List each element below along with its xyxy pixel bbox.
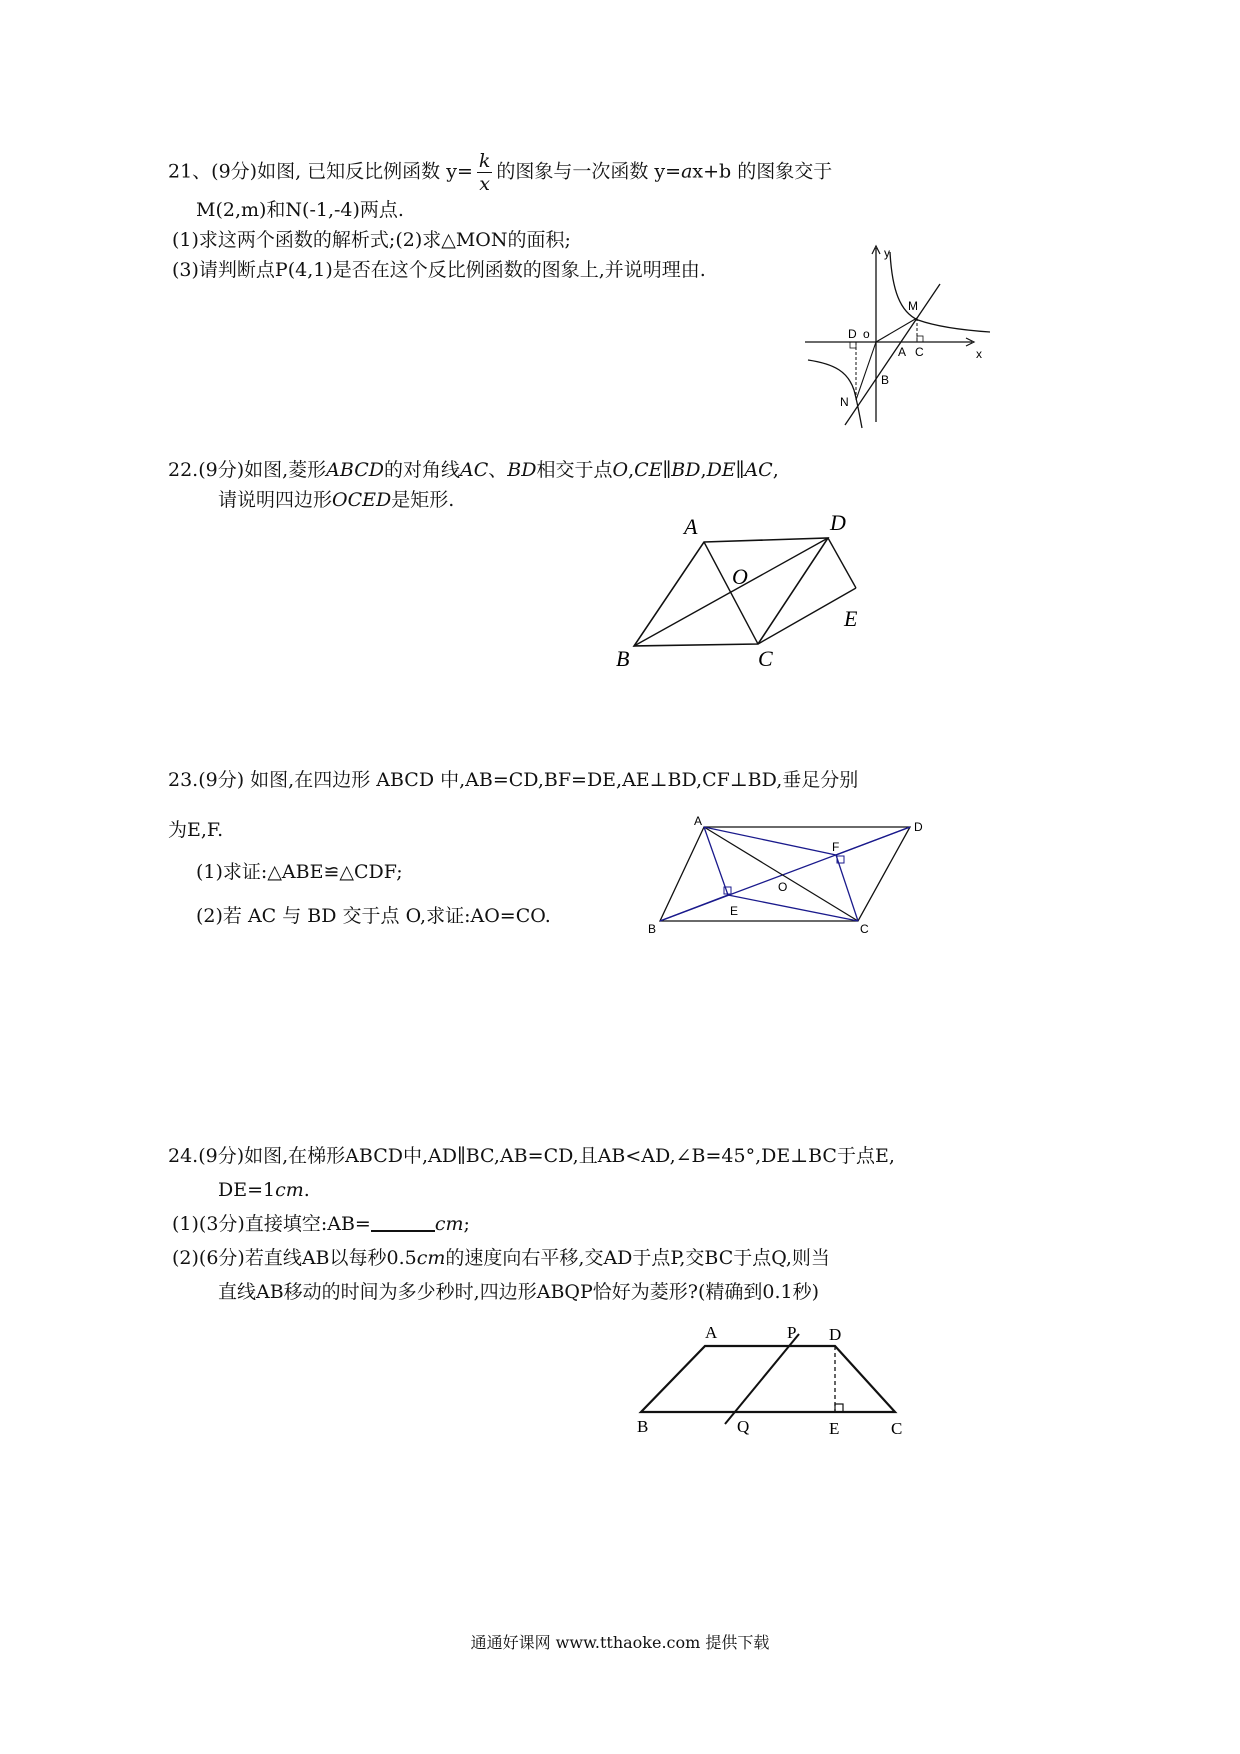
q21-label-B: B: [881, 373, 890, 387]
q22-label-B: B: [616, 646, 630, 671]
q22-label-O: O: [732, 564, 748, 589]
q24-line1: 24.(9分)如图,在梯形ABCD中,AD∥BC,AB=CD,且AB<AD,∠B=45°,DE⊥BC于点E,: [168, 1145, 895, 1167]
q24-label-Q: Q: [737, 1417, 750, 1436]
q22-line2a: 请说明四边形: [218, 489, 333, 511]
q24-line2a: DE=1: [218, 1179, 276, 1201]
q22-abcd: ABCD: [326, 459, 384, 481]
q21-label-y: y: [884, 246, 890, 260]
q22-bd: BD: [507, 459, 537, 481]
q22-line2b: 是矩形.: [391, 489, 455, 511]
q24-line4b: 的速度向右平移,交AD于点P,交BC于点Q,则当: [445, 1247, 830, 1269]
q24-unit-cm-2: cm: [434, 1213, 464, 1235]
q23-line4: (2)若 AC 与 BD 交于点 O,求证:AO=CO.: [196, 905, 551, 927]
q22-label-C: C: [758, 646, 773, 671]
q23-label-D: D: [914, 820, 923, 834]
q23-line2: 为E,F.: [168, 819, 224, 841]
q24-line5: 直线AB移动的时间为多少秒时,四边形ABQP恰好为菱形?(精确到0.1秒): [218, 1281, 819, 1303]
q24-unit-cm: cm: [275, 1179, 304, 1201]
q21-coef-a: a: [681, 160, 693, 183]
q23-label-A: A: [694, 814, 703, 828]
q24-unit-cm-3: cm: [416, 1247, 446, 1269]
answer-blank[interactable]: [371, 1212, 435, 1232]
q24-line4a: (2)(6分)若直线AB以每秒0.5: [172, 1247, 417, 1269]
q24-line4: [172, 1246, 830, 1270]
q21-line2: M(2,m)和N(-1,-4)两点.: [196, 199, 404, 221]
q21-label-D: D: [848, 327, 857, 341]
q21-graph-figure: [800, 240, 1000, 430]
q23-label-O: O: [778, 880, 788, 894]
q23-quadrilateral-figure: [640, 815, 930, 935]
q21-label-x: x: [976, 347, 982, 361]
q21-line1: [168, 150, 832, 195]
q21-fraction: [477, 150, 493, 195]
q24-label-E: E: [829, 1419, 840, 1438]
fraction-denominator: x: [479, 173, 490, 195]
q21-label-o: o: [863, 327, 870, 341]
q24-line2: [218, 1178, 310, 1202]
q21-line3: (1)求这两个函数的解析式;(2)求△MON的面积;: [172, 229, 571, 251]
q21-line4: (3)请判断点P(4,1)是否在这个反比例函数的图象上,并说明理由.: [172, 259, 706, 281]
q24-trapezoid-figure: [635, 1320, 915, 1440]
q22-t1: 的对角线: [383, 459, 460, 481]
q24-line3: [172, 1212, 470, 1236]
q23-label-F: F: [832, 840, 840, 854]
q24-label-C: C: [891, 1419, 903, 1438]
q23-label-B: B: [648, 922, 657, 936]
q22-t5: ,: [772, 459, 779, 481]
q22-line1: [168, 458, 779, 482]
q22-t2: 相交于点: [536, 459, 613, 481]
fraction-numerator: k: [478, 150, 491, 172]
q22-oced: OCED: [332, 489, 392, 511]
q22-label-E: E: [844, 606, 858, 631]
q23-line1: 23.(9分) 如图,在四边形 ABCD 中,AB=CD,BF=DE,AE⊥BD,CF⊥BD,垂足分别: [168, 769, 859, 791]
q24-label-B: B: [637, 1417, 649, 1436]
q21-tail: x+b 的图象交于: [692, 160, 833, 183]
q24-label-P: P: [787, 1323, 797, 1342]
q21-label-N: N: [840, 395, 849, 409]
q24-line3b: ;: [463, 1213, 470, 1235]
q22-label-D: D: [830, 510, 846, 535]
q22-ce: CE∥BD: [634, 459, 701, 481]
q23-label-E: E: [730, 904, 739, 918]
q22-prefix: 22.(9分)如图,菱形: [168, 459, 327, 481]
q21-label-A: A: [898, 345, 907, 359]
q21-mid: 的图象与一次函数 y=: [496, 160, 682, 183]
q21-prefix: 21、(9分)如图, 已知反比例函数 y=: [168, 160, 473, 183]
q24-label-D: D: [829, 1325, 842, 1344]
q22-rhombus-figure: [610, 510, 890, 680]
q24-label-A: A: [705, 1323, 718, 1342]
q22-ac: AC: [460, 459, 489, 481]
page-footer: 通通好课网 www.tthaoke.com 提供下载: [470, 1633, 770, 1652]
q24-line3a: (1)(3分)直接填空:AB=: [172, 1213, 371, 1235]
q22-line2: [218, 488, 454, 512]
q24-line2b: .: [303, 1179, 310, 1201]
q22-label-A: A: [684, 514, 698, 539]
q21-label-M: M: [908, 299, 918, 313]
q23-label-C: C: [860, 922, 869, 936]
q21-label-C: C: [915, 345, 924, 359]
q22-de: DE∥AC: [706, 459, 773, 481]
q22-o: O: [612, 459, 629, 481]
q22-t3: ,: [628, 459, 635, 481]
q22-t4: ,: [700, 459, 707, 481]
q23-line3: (1)求证:△ABE≌△CDF;: [196, 861, 403, 883]
q22-sep: 、: [488, 459, 508, 481]
